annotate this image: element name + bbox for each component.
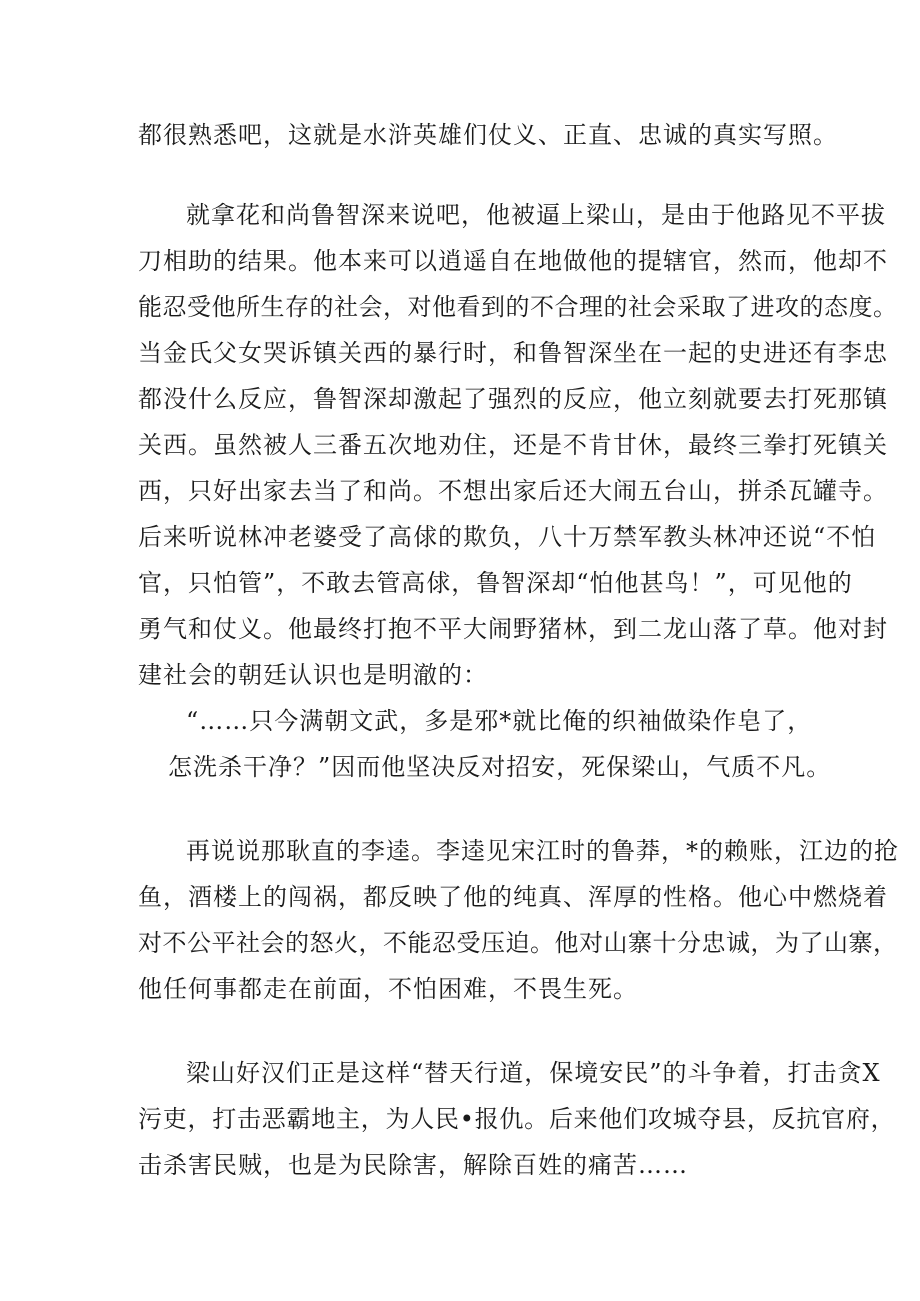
- text-line: 对不公平社会的怒火，不能忍受压迫。他对山寨十分忠诚，为了山寨，: [138, 929, 898, 957]
- text-line: 官，只怕管”，不敢去管高俅，鲁智深却“怕他甚鸟！”，可见他的: [138, 569, 853, 597]
- text-line: 梁山好汉们正是这样“替天行道，保境安民”的斗争着，打击贪X: [186, 1059, 881, 1087]
- text-line: 再说说那耿直的李逵。李逵见宋江时的鲁莽，*的赖账，江边的抢: [186, 837, 899, 865]
- text-line: 都很熟悉吧，这就是水浒英雄们仗义、正直、忠诚的真实写照。: [138, 121, 838, 149]
- text-line: 污吏，打击恶霸地主，为人民•报仇。后来他们攻城夺县，反抗官府，: [138, 1105, 896, 1133]
- text-line: 击杀害民贼，也是为民除害，解除百姓的痛苦……: [138, 1151, 688, 1179]
- text-line: 刀相助的结果。他本来可以逍遥自在地做他的提辖官，然而，他却不: [138, 247, 888, 275]
- text-line: 当金氏父女哭诉镇关西的暴行时，和鲁智深坐在一起的史进还有李忠: [138, 339, 888, 367]
- text-line: 就拿花和尚鲁智深来说吧，他被逼上梁山，是由于他路见不平拔: [186, 201, 886, 229]
- quote-line: “……只今满朝文武，多是邪*就比俺的织袖做染作皂了，: [186, 707, 813, 735]
- text-line: 鱼，酒楼上的闯祸，都反映了他的纯真、浑厚的性格。他心中燃烧着: [138, 883, 888, 911]
- text-line: 勇气和仗义。他最终打抱不平大闹野猪林，到二龙山落了草。他对封: [138, 615, 888, 643]
- text-line: 后来听说林冲老婆受了高俅的欺负，八十万禁军教头林冲还说“不怕: [138, 523, 877, 551]
- quote-line: 怎洗杀干净？”因而他坚决反对招安，死保梁山，气质不凡。: [168, 753, 832, 781]
- text-line: 能忍受他所生存的社会，对他看到的不合理的社会采取了进攻的态度。: [138, 293, 898, 321]
- text-line: 建社会的朝廷认识也是明澈的：: [138, 661, 488, 689]
- text-line: 西，只好出家去当了和尚。不想出家后还大闹五台山，拼杀瓦罐寺。: [138, 477, 888, 505]
- text-line: 都没什么反应，鲁智深却激起了强烈的反应，他立刻就要去打死那镇: [138, 385, 888, 413]
- text-line: 关西。虽然被人三番五次地劝住，还是不肯甘休，最终三拳打死镇关: [138, 431, 888, 459]
- text-line: 他任何事都走在前面，不怕困难，不畏生死。: [138, 975, 638, 1003]
